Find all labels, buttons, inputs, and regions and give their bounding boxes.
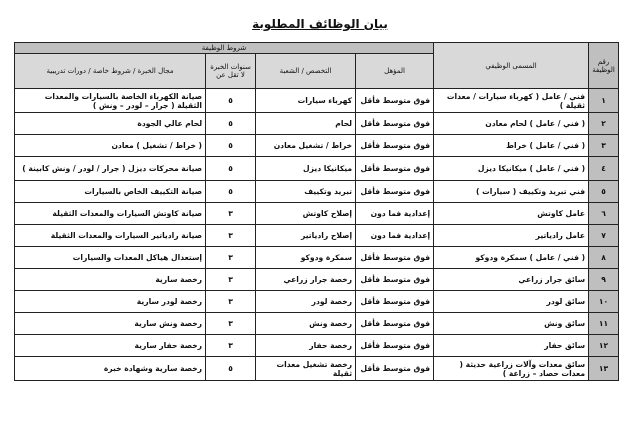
row-number: ١	[589, 89, 619, 113]
experience-cell: صيانة كاوتش السيارات والمعدات الثقيلة	[15, 203, 206, 225]
row-number: ٩	[589, 269, 619, 291]
years-cell: ٣	[206, 313, 256, 335]
header-years: سنوات الخبرة لا تقل عن	[206, 54, 256, 89]
job-title-cell: ( فني / عامل ) ميكانيكا ديزل	[434, 157, 589, 181]
experience-cell: ( خراط / تشغيل ) معادن	[15, 135, 206, 157]
job-title-cell: سائق ونش	[434, 313, 589, 335]
jobs-table	[14, 42, 619, 381]
specialization-cell: إصلاح كاوتش	[256, 203, 356, 225]
job-title-cell: سائق جرار زراعي	[434, 269, 589, 291]
specialization-cell: كهرباء سيارات	[256, 89, 356, 113]
job-title-cell: ( فني / عامل ) خراط	[434, 135, 589, 157]
qualification-cell: إعدادية فما دون	[356, 203, 434, 225]
qualification-cell: فوق متوسط فأقل	[356, 313, 434, 335]
years-cell: ٣	[206, 291, 256, 313]
qualification-cell: فوق متوسط فأقل	[356, 181, 434, 203]
specialization-cell: لحام	[256, 113, 356, 135]
specialization-cell: رخصة لودر	[256, 291, 356, 313]
table-row	[15, 89, 619, 113]
specialization-cell: رخصة جرار زراعي	[256, 269, 356, 291]
table-row	[15, 157, 619, 181]
table-row	[15, 225, 619, 247]
experience-cell: رخصة سارية وشهادة خبرة	[15, 357, 206, 381]
header-job-title: المسمى الوظيفي	[434, 43, 589, 89]
qualification-cell: فوق متوسط فأقل	[356, 89, 434, 113]
years-cell: ٣	[206, 269, 256, 291]
experience-cell: صيانة التكييف الخاص بالسيارات	[15, 181, 206, 203]
job-title-cell: فني / عامل ( كهرباء سيارات / معدات ثقيلة )	[434, 89, 589, 113]
header-qualification: المؤهل	[356, 54, 434, 89]
years-cell: ٣	[206, 225, 256, 247]
header-job-conditions: شروط الوظيفة	[15, 43, 434, 54]
table-row	[15, 203, 619, 225]
years-cell: ٥	[206, 135, 256, 157]
qualification-cell: فوق متوسط فأقل	[356, 335, 434, 357]
experience-cell: رخصة ونش سارية	[15, 313, 206, 335]
table-row	[15, 313, 619, 335]
years-cell: ٣	[206, 247, 256, 269]
table-row	[15, 291, 619, 313]
job-title-cell: فني تبريد وتكييف ( سيارات )	[434, 181, 589, 203]
job-title-cell: سائق حفار	[434, 335, 589, 357]
header-number: رقم الوظيفة	[589, 43, 619, 89]
job-title-cell: سائق لودر	[434, 291, 589, 313]
experience-cell: صيانة الكهرباء الخاصة بالسيارات والمعدات الثقيلة ( جرار – لودر – ونش )	[15, 89, 206, 113]
specialization-cell: رخصة تشغيل معدات ثقيلة	[256, 357, 356, 381]
specialization-cell: رخصة حفار	[256, 335, 356, 357]
experience-cell: لحام عالي الجودة	[15, 113, 206, 135]
qualification-cell: فوق متوسط فأقل	[356, 135, 434, 157]
table-row	[15, 181, 619, 203]
qualification-cell: فوق متوسط فأقل	[356, 113, 434, 135]
qualification-cell: فوق متوسط فأقل	[356, 247, 434, 269]
row-number: ٧	[589, 225, 619, 247]
years-cell: ٣	[206, 203, 256, 225]
row-number: ١٢	[589, 335, 619, 357]
specialization-cell: رخصة ونش	[256, 313, 356, 335]
job-title-cell: ( فني / عامل ) لحام معادن	[434, 113, 589, 135]
row-number: ٤	[589, 157, 619, 181]
table-row	[15, 357, 619, 381]
specialization-cell: خراط / تشغيل معادن	[256, 135, 356, 157]
table-row	[15, 135, 619, 157]
experience-cell: رخصة سارية	[15, 269, 206, 291]
years-cell: ٣	[206, 335, 256, 357]
years-cell: ٥	[206, 181, 256, 203]
table-row	[15, 247, 619, 269]
row-number: ١٣	[589, 357, 619, 381]
qualification-cell: فوق متوسط فأقل	[356, 357, 434, 381]
row-number: ٥	[589, 181, 619, 203]
experience-cell: إستعدال هياكل المعدات والسيارات	[15, 247, 206, 269]
qualification-cell: فوق متوسط فأقل	[356, 269, 434, 291]
specialization-cell: إصلاح رادياتير	[256, 225, 356, 247]
job-title-cell: عامل رادياتير	[434, 225, 589, 247]
job-title-cell: ( فني / عامل ) سمكرة ودوكو	[434, 247, 589, 269]
row-number: ٣	[589, 135, 619, 157]
table-row	[15, 335, 619, 357]
table-row	[15, 113, 619, 135]
specialization-cell: ميكانيكا ديزل	[256, 157, 356, 181]
row-number: ١١	[589, 313, 619, 335]
table-row	[15, 269, 619, 291]
qualification-cell: فوق متوسط فأقل	[356, 157, 434, 181]
row-number: ٨	[589, 247, 619, 269]
experience-cell: رخصة لودر سارية	[15, 291, 206, 313]
years-cell: ٥	[206, 113, 256, 135]
years-cell: ٥	[206, 157, 256, 181]
row-number: ٢	[589, 113, 619, 135]
row-number: ١٠	[589, 291, 619, 313]
job-title-cell: سائق معدات وآلات زراعية حديثة ( معدات حصاد – زراعة )	[434, 357, 589, 381]
specialization-cell: سمكرة ودوكو	[256, 247, 356, 269]
job-title-cell: عامل كاوتش	[434, 203, 589, 225]
years-cell: ٥	[206, 89, 256, 113]
header-specialization: التخصص / الشعبة	[256, 54, 356, 89]
qualification-cell: فوق متوسط فأقل	[356, 291, 434, 313]
row-number: ٦	[589, 203, 619, 225]
experience-cell: صيانة محركات ديزل ( جرار / لودر / ونش كابينة )	[15, 157, 206, 181]
experience-cell: صيانة رادياتير السيارات والمعدات الثقيلة	[15, 225, 206, 247]
experience-cell: رخصة حفار سارية	[15, 335, 206, 357]
qualification-cell: إعدادية فما دون	[356, 225, 434, 247]
specialization-cell: تبريد وتكييف	[256, 181, 356, 203]
page-title: بيان الوظائف المطلوبة	[252, 17, 388, 31]
years-cell: ٥	[206, 357, 256, 381]
header-experience: مجال الخبرة / شروط خاصة / دورات تدريبية	[15, 54, 206, 89]
